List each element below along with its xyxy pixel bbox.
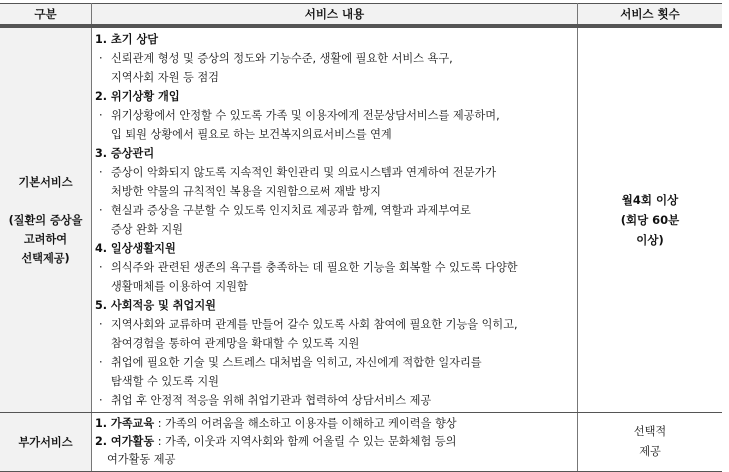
bullet-text: 취업에 필요한 기술 및 스트레스 대처법을 익히고, 자신에게 적합한 일자리를 [111, 356, 482, 369]
frequency-line-2: 제공 [639, 445, 661, 458]
section-title: 2. 위기상황 개입 [95, 90, 180, 103]
bullet-item [95, 353, 577, 372]
bullet-item [95, 201, 577, 220]
bullet-item [95, 163, 577, 182]
bullet-text: 의식주와 관련된 생존의 욕구를 충족하는 데 필요한 기능을 회복할 수 있도록 다양한 [111, 261, 518, 274]
bullet-text: 취업 후 안정적 적응을 위해 취업기관과 협력하여 상담서비스 제공 [111, 394, 432, 407]
basic-service-note-1: (질환의 증상을 [8, 213, 83, 227]
bullet-icon: · [99, 204, 103, 217]
bullet-icon: · [99, 166, 103, 179]
bullet-item [95, 315, 577, 334]
bullet-continuation: 참여경험을 통하여 관계망을 확대할 수 있도록 지원 [111, 337, 360, 350]
header-content: 서비스 내용 [92, 4, 578, 27]
bullet-icon: · [99, 318, 103, 331]
frequency-line-1: 선택적 [633, 425, 667, 438]
section-title: 1. 초기 상담 [95, 33, 159, 46]
extra-service-row [0, 413, 722, 472]
bullet-icon: · [99, 109, 103, 122]
basic-service-title: 기본서비스 [18, 175, 73, 189]
bullet-continuation: 지역사회 자원 등 점검 [111, 71, 219, 84]
frequency-line-1: 월4회 이상 [621, 193, 679, 207]
header-row [0, 4, 722, 27]
bullet-continuation: 탐색할 수 있도록 지원 [111, 375, 219, 388]
extra-item [95, 433, 577, 451]
bullet-item [95, 391, 577, 410]
section-title: 4. 일상생활지원 [95, 242, 176, 255]
bullet-text: 현실과 증상을 구분할 수 있도록 인지치료 제공과 함께, 역할과 과제부여로 [111, 204, 471, 217]
separator: : [154, 417, 166, 430]
basic-service-note-3: 선택제공) [21, 251, 70, 265]
frequency-line-2: (회당 60분 [620, 213, 680, 227]
bullet-item [95, 49, 577, 68]
bullet-continuation: 증상 완화 지원 [111, 223, 183, 236]
header-category: 구분 [0, 4, 92, 27]
bullet-text: 위기상황에서 안정할 수 있도록 가족 및 이용자에게 전문상담서비스를 제공하며, [111, 109, 500, 122]
extra-service-category: 부가서비스 [0, 413, 92, 472]
service-table [0, 3, 722, 472]
bullet-text: 증상이 악화되지 않도록 지속적인 확인관리 및 의료시스템과 연계하여 전문가가 [111, 166, 497, 179]
frequency-line-3: 이상) [636, 233, 664, 247]
basic-service-frequency [578, 26, 723, 413]
extra-service-content [92, 413, 578, 472]
basic-service-row [0, 26, 722, 413]
extra-item-continuation: 여가활동 제공 [107, 453, 176, 466]
separator: : [154, 435, 166, 448]
section-title: 3. 증상관리 [95, 147, 155, 160]
extra-service-frequency [578, 413, 723, 472]
bullet-icon: · [99, 356, 103, 369]
extra-item [95, 415, 577, 433]
extra-item-text: 가족, 이웃과 지역사회와 함께 어울릴 수 있는 문화체험 등의 [165, 435, 457, 448]
bullet-text: 지역사회와 교류하며 관계를 만들어 갈수 있도록 사회 참여에 필요한 기능을 익히고, [111, 318, 518, 331]
bullet-icon: · [99, 394, 103, 407]
bullet-text: 신뢰관계 형성 및 증상의 정도와 기능수준, 생활에 필요한 서비스 욕구, [111, 52, 453, 65]
spacer [0, 192, 91, 211]
bullet-continuation: 생활매체를 이용하여 지원함 [111, 280, 248, 293]
bullet-item [95, 258, 577, 277]
extra-item-label: 2. 여가활동 [95, 435, 155, 448]
bullet-icon: · [99, 52, 103, 65]
basic-service-content [92, 26, 578, 413]
bullet-item [95, 106, 577, 125]
section-title: 5. 사회적응 및 취업지원 [95, 299, 216, 312]
bullet-continuation: 처방한 약물의 규칙적인 복용을 지원함으로써 재발 방지 [111, 185, 381, 198]
extra-item-label: 1. 가족교육 [95, 417, 155, 430]
header-frequency: 서비스 횟수 [578, 4, 723, 27]
bullet-continuation: 입 퇴원 상황에서 필요로 하는 보건복지의료서비스를 연계 [111, 128, 392, 141]
bullet-icon: · [99, 261, 103, 274]
basic-service-note-2: 고려하여 [23, 232, 68, 246]
basic-service-category [0, 26, 92, 413]
extra-item-text: 가족의 어려움을 해소하고 이용자를 이해하고 케이력을 향상 [165, 417, 457, 430]
